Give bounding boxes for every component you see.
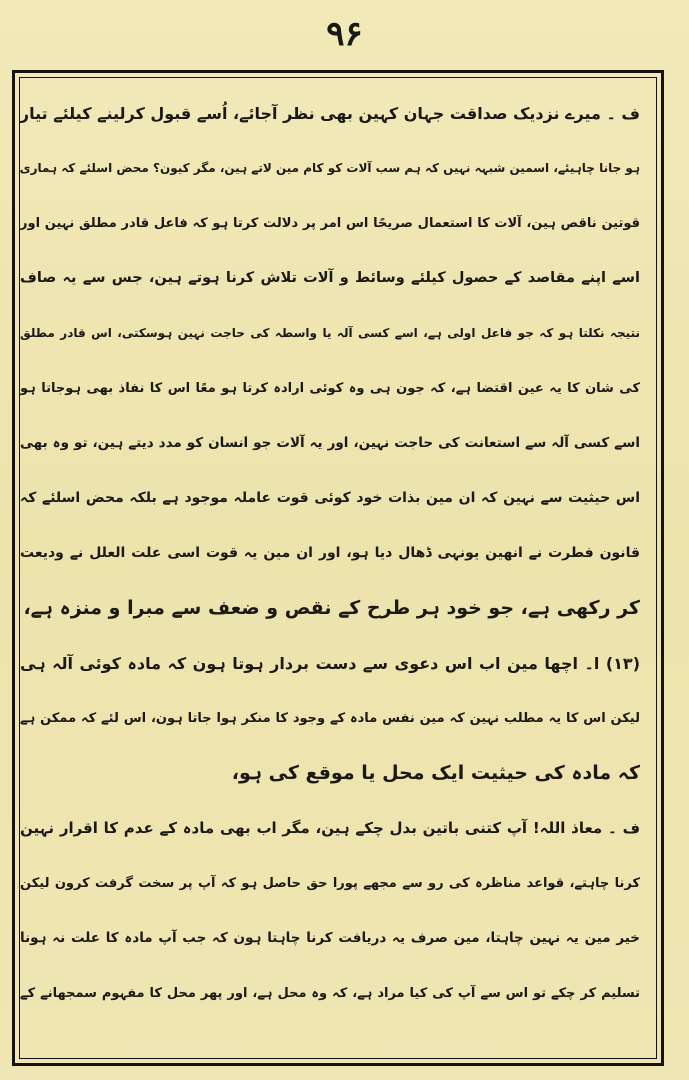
text-line: (۱۳) ا۔ اچھا مین اب اس دعوی سے دست بردار ہوتا ہون کہ مادہ کوئی آلہ ہی	[20, 654, 640, 673]
text-line: ف ۔ میرے نزدیک صداقت جہان کہین بھی نظر آجائے، اُسے قبول کرلینے کیلئے تیار	[20, 104, 640, 123]
text-line: اسے کسی آلہ سے استعانت کی حاجت نہین، اور یہ آلات جو انسان کو مدد دیتے ہین، تو وہ بھی	[20, 435, 640, 451]
text-line: قانون فطرت نے انھین یونہی ڈھال دیا ہو، اور ان مین یہ قوت اسی علت العلل نے ودیعت	[20, 545, 640, 561]
text-line: قوتین ناقص ہین، آلات کا استعمال صریحًا اس امر پر دلالت کرتا ہو کہ فاعل قادر مطلق نہین اور	[20, 216, 640, 231]
text-line: تسلیم کر چکے تو اس سے آپ کی کیا مراد ہے، کہ وہ محل ہے، اور پھر محل کا مفہوم سمجھانے کے	[20, 986, 640, 1001]
text-line: کہ مادہ کی حیثیت ایک محل یا موقع کی ہو،	[231, 762, 640, 784]
text-line: لیکن اس کا یہ مطلب نہین کہ مین نفس مادہ کے وجود کا منکر ہوا جاتا ہون، اس لئے کہ ممکن ہے	[20, 711, 640, 726]
text-line: اس حیثیت سے نہین کہ ان مین بذات خود کوئی قوت عاملہ موجود ہے بلکہ محض اسلئے کہ	[20, 490, 640, 506]
text-line: خیر مین یہ نہین چاہتا، مین صرف یہ دریافت کرنا چاہتا ہون کہ جب آپ مادہ کا علت نہ ہونا	[20, 930, 640, 946]
text-line: ہو جانا چاہیئے، اسمین شبہہ نہیں کہ ہم سب آلات کو کام مین لاتے ہین، مگر کیون؟ محض اسلئے کہ ہماری	[20, 161, 640, 175]
text-line: نتیجہ نکلتا ہو کہ جو فاعل اولی ہے، اسے کسی آلہ یا واسطہ کی حاجت نہین ہوسکتی، اس قادر مطلق	[20, 326, 640, 340]
text-line: کی شان کا یہ عین اقتضا ہے، کہ جون ہی وہ کوئی ارادہ کرتا ہو معًا اس کا نفاذ بھی ہوجاتا ہو	[20, 381, 640, 396]
page-number: ۹۶	[326, 14, 363, 54]
text-line: اسے اپنے مقاصد کے حصول کیلئے وسائط و آلات تلاش کرنا ہوتے ہین، جس سے یہ صاف	[20, 270, 640, 286]
text-line: کرنا چاہتے، قواعد مناظرہ کی رو سے مجھے پورا حق حاصل ہو کہ آپ پر سخت گرفت کرون لیکن	[20, 876, 640, 891]
text-line: کر رکھی ہے، جو خود ہر طرح کے نقص و ضعف سے مبرا و منزہ ہے،	[23, 597, 640, 619]
text-body	[20, 86, 640, 1046]
text-line: ف ۔ معاذ اللہ! آپ کتنی باتین بدل چکے ہین، مگر اب بھی مادہ کے عدم کا اقرار نہین	[20, 819, 640, 837]
